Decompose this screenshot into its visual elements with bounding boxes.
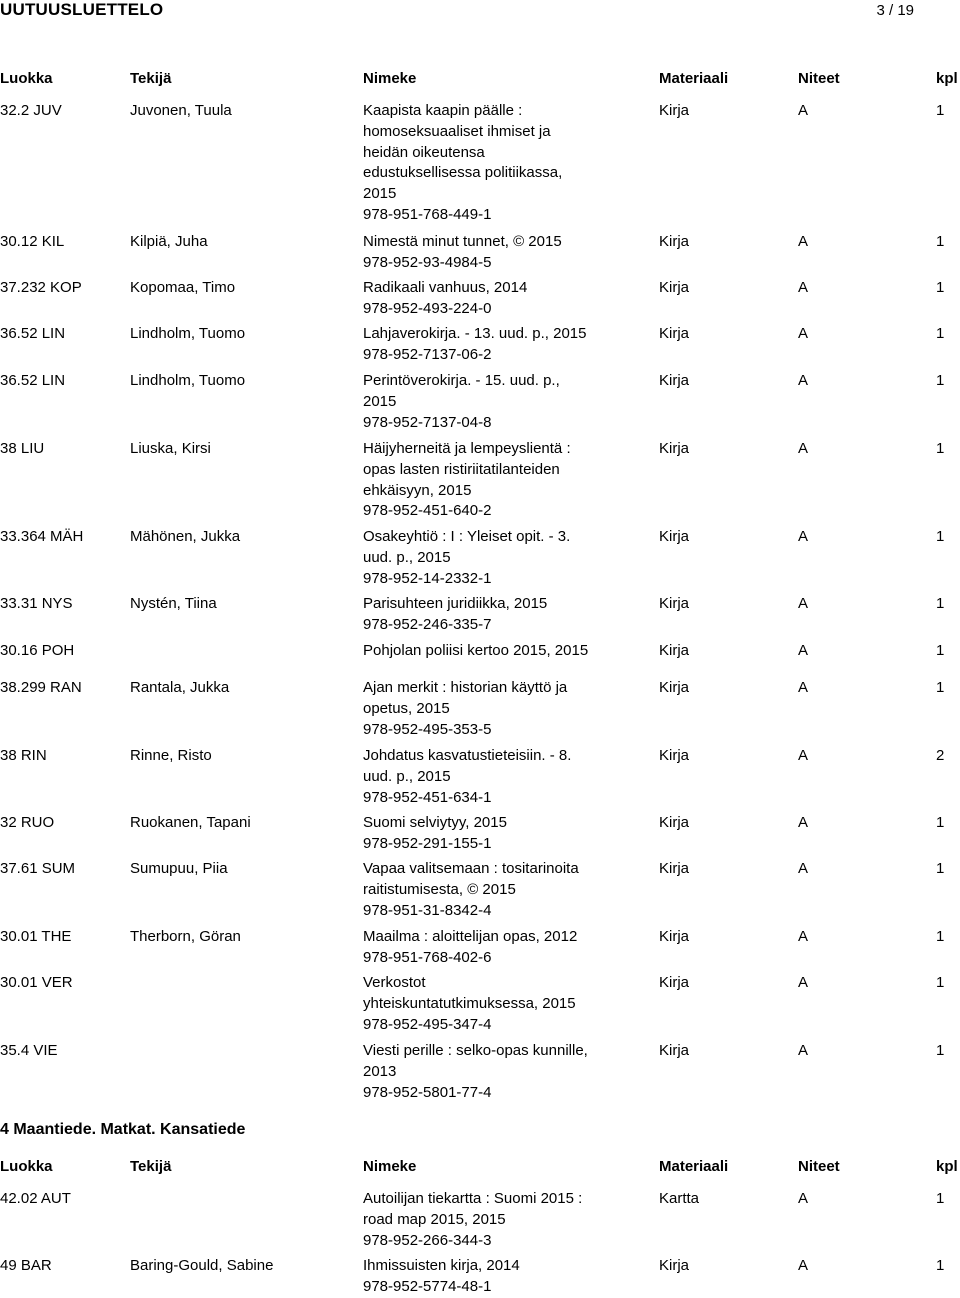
- cell-luokka: 30.12 KIL: [0, 233, 65, 250]
- cell-nimeke: [363, 1189, 613, 1251]
- cell-nimeke: [363, 1041, 613, 1103]
- cell-niteet: A: [798, 1190, 809, 1207]
- nimeke-line: road map 2015, 2015: [363, 1210, 506, 1228]
- cell-luokka: 33.364 MÄH: [0, 528, 84, 545]
- nimeke-line: 978-952-495-353-5: [363, 720, 492, 738]
- cell-tekija: Rinne, Risto: [130, 747, 212, 764]
- cell-luokka: 42.02 AUT: [0, 1190, 71, 1207]
- cell-kpl: 1: [936, 528, 945, 545]
- nimeke-line: Osakeyhtiö : I : Yleiset opit. - 3.: [363, 528, 571, 545]
- nimeke-line: 978-951-31-8342-4: [363, 901, 492, 919]
- nimeke-line: uud. p., 2015: [363, 767, 451, 785]
- cell-tekija: Liuska, Kirsi: [130, 440, 211, 457]
- cell-materiaali: Kirja: [659, 814, 690, 831]
- header-materiaali: Materiaali: [659, 70, 729, 87]
- cell-kpl: 1: [936, 928, 945, 945]
- nimeke-line: 978-952-493-224-0: [363, 299, 492, 317]
- header-tekija: Tekijä: [130, 70, 172, 87]
- cell-materiaali: Kirja: [659, 325, 690, 342]
- nimeke-line: uud. p., 2015: [363, 548, 451, 566]
- cell-materiaali: Kirja: [659, 279, 690, 296]
- cell-tekija: Ruokanen, Tapani: [130, 814, 251, 831]
- nimeke-line: Autoilijan tiekartta : Suomi 2015 :: [363, 1190, 583, 1207]
- cell-kpl: 1: [936, 595, 945, 612]
- cell-niteet: A: [798, 279, 809, 296]
- cell-kpl: 1: [936, 642, 945, 659]
- cell-materiaali: Kirja: [659, 233, 690, 250]
- cell-luokka: 32 RUO: [0, 814, 55, 831]
- cell-materiaali: Kirja: [659, 679, 690, 696]
- cell-materiaali: Kirja: [659, 974, 690, 991]
- nimeke-line: Ihmissuisten kirja, 2014: [363, 1257, 520, 1274]
- cell-niteet: A: [798, 528, 809, 545]
- cell-luokka: 38 LIU: [0, 440, 45, 457]
- cell-tekija: Lindholm, Tuomo: [130, 325, 246, 342]
- cell-kpl: 1: [936, 1190, 945, 1207]
- cell-luokka: 38 RIN: [0, 747, 47, 764]
- cell-luokka: 33.31 NYS: [0, 595, 73, 612]
- cell-kpl: 1: [936, 233, 945, 250]
- cell-materiaali: Kirja: [659, 642, 690, 659]
- cell-tekija: Kilpiä, Juha: [130, 233, 208, 250]
- cell-nimeke: [363, 927, 613, 969]
- nimeke-line: ehkäisyyn, 2015: [363, 481, 472, 499]
- nimeke-line: Vapaa valitsemaan : tositarinoita: [363, 860, 579, 877]
- header-niteet: Niteet: [798, 1158, 840, 1175]
- nimeke-line: edustuksellisessa politiikassa,: [363, 164, 563, 182]
- nimeke-line: heidän oikeutensa: [363, 143, 485, 161]
- cell-niteet: A: [798, 325, 809, 342]
- header-kpl: kpl: [936, 1158, 958, 1175]
- header-nimeke: Nimeke: [363, 1158, 417, 1175]
- cell-nimeke: [363, 678, 613, 740]
- nimeke-line: opetus, 2015: [363, 699, 450, 717]
- cell-kpl: 1: [936, 372, 945, 389]
- cell-materiaali: Kirja: [659, 860, 690, 877]
- nimeke-line: 978-951-768-402-6: [363, 948, 492, 966]
- nimeke-line: opas lasten ristiriitatilanteiden: [363, 460, 560, 478]
- cell-nimeke: [363, 859, 613, 921]
- nimeke-line: homoseksuaaliset ihmiset ja: [363, 122, 551, 140]
- cell-materiaali: Kirja: [659, 528, 690, 545]
- cell-kpl: 1: [936, 1042, 945, 1059]
- page-number: 3 / 19: [876, 2, 914, 19]
- table-header: [0, 69, 960, 91]
- cell-niteet: A: [798, 747, 809, 764]
- cell-kpl: 1: [936, 679, 945, 696]
- cell-nimeke: [363, 1256, 613, 1298]
- nimeke-line: Nimestä minut tunnet, © 2015: [363, 233, 562, 250]
- cell-niteet: A: [798, 814, 809, 831]
- cell-materiaali: Kartta: [659, 1190, 700, 1207]
- cell-nimeke: [363, 324, 613, 366]
- cell-tekija: Nystén, Tiina: [130, 595, 217, 612]
- cell-nimeke: [363, 641, 613, 662]
- cell-niteet: A: [798, 642, 809, 659]
- nimeke-line: 978-952-451-640-2: [363, 502, 492, 520]
- nimeke-line: Lahjaverokirja. - 13. uud. p., 2015: [363, 325, 587, 342]
- nimeke-line: 978-952-7137-04-8: [363, 413, 492, 431]
- nimeke-line: 978-952-246-335-7: [363, 615, 492, 633]
- cell-tekija: Therborn, Göran: [130, 928, 241, 945]
- cell-luokka: 30.01 VER: [0, 974, 73, 991]
- cell-luokka: 37.232 KOP: [0, 279, 82, 296]
- nimeke-line: Perintöverokirja. - 15. uud. p.,: [363, 372, 560, 389]
- nimeke-line: Pohjolan poliisi kertoo 2015, 2015: [363, 642, 589, 659]
- cell-kpl: 1: [936, 814, 945, 831]
- nimeke-line: 978-952-266-344-3: [363, 1231, 492, 1249]
- cell-luokka: 38.299 RAN: [0, 679, 82, 696]
- cell-materiaali: Kirja: [659, 440, 690, 457]
- cell-nimeke: [363, 371, 613, 433]
- header-materiaali: Materiaali: [659, 1158, 729, 1175]
- cell-materiaali: Kirja: [659, 1042, 690, 1059]
- header-niteet: Niteet: [798, 70, 840, 87]
- section-heading: 4 Maantiede. Matkat. Kansatiede: [0, 1121, 246, 1138]
- cell-nimeke: [363, 278, 613, 320]
- nimeke-line: Viesti perille : selko-opas kunnille,: [363, 1042, 588, 1059]
- page-title: UUTUUSLUETTELO: [0, 0, 164, 19]
- nimeke-line: 978-952-7137-06-2: [363, 345, 492, 363]
- cell-tekija: Sumupuu, Piia: [130, 860, 228, 877]
- nimeke-line: 2015: [363, 392, 397, 410]
- nimeke-line: 978-952-93-4984-5: [363, 253, 492, 271]
- cell-niteet: A: [798, 928, 809, 945]
- cell-niteet: A: [798, 102, 809, 119]
- cell-niteet: A: [798, 233, 809, 250]
- cell-nimeke: [363, 746, 613, 808]
- cell-tekija: Rantala, Jukka: [130, 679, 230, 696]
- nimeke-line: Häijyherneitä ja lempeyslientä :: [363, 440, 571, 457]
- cell-nimeke: [363, 594, 613, 636]
- nimeke-line: Suomi selviytyy, 2015: [363, 814, 507, 831]
- cell-nimeke: [363, 973, 613, 1035]
- cell-materiaali: Kirja: [659, 372, 690, 389]
- nimeke-line: 978-952-451-634-1: [363, 788, 492, 806]
- cell-materiaali: Kirja: [659, 102, 690, 119]
- cell-kpl: 1: [936, 325, 945, 342]
- cell-kpl: 1: [936, 860, 945, 877]
- cell-tekija: Kopomaa, Timo: [130, 279, 236, 296]
- cell-niteet: A: [798, 372, 809, 389]
- nimeke-line: 2015: [363, 185, 397, 203]
- nimeke-line: 978-952-5801-77-4: [363, 1083, 492, 1101]
- cell-niteet: A: [798, 1042, 809, 1059]
- nimeke-line: Verkostot: [363, 974, 426, 991]
- header-luokka: Luokka: [0, 1158, 53, 1175]
- header-tekija: Tekijä: [130, 1158, 172, 1175]
- cell-nimeke: [363, 101, 613, 226]
- nimeke-line: Maailma : aloittelijan opas, 2012: [363, 928, 578, 945]
- nimeke-line: Johdatus kasvatustieteisiin. - 8.: [363, 747, 572, 764]
- cell-niteet: A: [798, 974, 809, 991]
- cell-tekija: Juvonen, Tuula: [130, 102, 232, 119]
- nimeke-line: 978-952-14-2332-1: [363, 569, 492, 587]
- cell-niteet: A: [798, 440, 809, 457]
- cell-luokka: 30.01 THE: [0, 928, 72, 945]
- cell-materiaali: Kirja: [659, 595, 690, 612]
- cell-kpl: 1: [936, 440, 945, 457]
- nimeke-line: raitistumisesta, © 2015: [363, 880, 516, 898]
- cell-luokka: 37.61 SUM: [0, 860, 76, 877]
- header-kpl: kpl: [936, 70, 958, 87]
- cell-luokka: 30.16 POH: [0, 642, 75, 659]
- cell-kpl: 1: [936, 279, 945, 296]
- cell-nimeke: [363, 813, 613, 855]
- nimeke-line: 2013: [363, 1062, 397, 1080]
- nimeke-line: 978-952-291-155-1: [363, 834, 492, 852]
- nimeke-line: 978-952-5774-48-1: [363, 1277, 492, 1295]
- nimeke-line: Parisuhteen juridiikka, 2015: [363, 595, 548, 612]
- cell-niteet: A: [798, 679, 809, 696]
- cell-kpl: 1: [936, 102, 945, 119]
- cell-kpl: 1: [936, 974, 945, 991]
- cell-tekija: Mähönen, Jukka: [130, 528, 241, 545]
- cell-luokka: 49 BAR: [0, 1257, 52, 1274]
- cell-kpl: 1: [936, 1257, 945, 1274]
- header-luokka: Luokka: [0, 70, 53, 87]
- cell-materiaali: Kirja: [659, 1257, 690, 1274]
- nimeke-line: Radikaali vanhuus, 2014: [363, 279, 528, 296]
- cell-niteet: A: [798, 1257, 809, 1274]
- cell-nimeke: [363, 232, 613, 274]
- cell-nimeke: [363, 439, 613, 522]
- nimeke-line: 978-952-495-347-4: [363, 1015, 492, 1033]
- header-nimeke: Nimeke: [363, 70, 417, 87]
- cell-tekija: Lindholm, Tuomo: [130, 372, 246, 389]
- table-header-2: [0, 1157, 960, 1179]
- nimeke-line: 978-951-768-449-1: [363, 205, 492, 223]
- cell-kpl: 2: [936, 747, 945, 764]
- cell-nimeke: [363, 527, 613, 589]
- cell-niteet: A: [798, 860, 809, 877]
- cell-luokka: 36.52 LIN: [0, 372, 66, 389]
- cell-luokka: 32.2 JUV: [0, 102, 62, 119]
- nimeke-line: Ajan merkit : historian käyttö ja: [363, 679, 568, 696]
- cell-luokka: 35.4 VIE: [0, 1042, 58, 1059]
- cell-materiaali: Kirja: [659, 747, 690, 764]
- nimeke-line: yhteiskuntatutkimuksessa, 2015: [363, 994, 576, 1012]
- nimeke-line: Kaapista kaapin päälle :: [363, 102, 523, 119]
- cell-luokka: 36.52 LIN: [0, 325, 66, 342]
- cell-tekija: Baring-Gould, Sabine: [130, 1257, 274, 1274]
- cell-materiaali: Kirja: [659, 928, 690, 945]
- cell-niteet: A: [798, 595, 809, 612]
